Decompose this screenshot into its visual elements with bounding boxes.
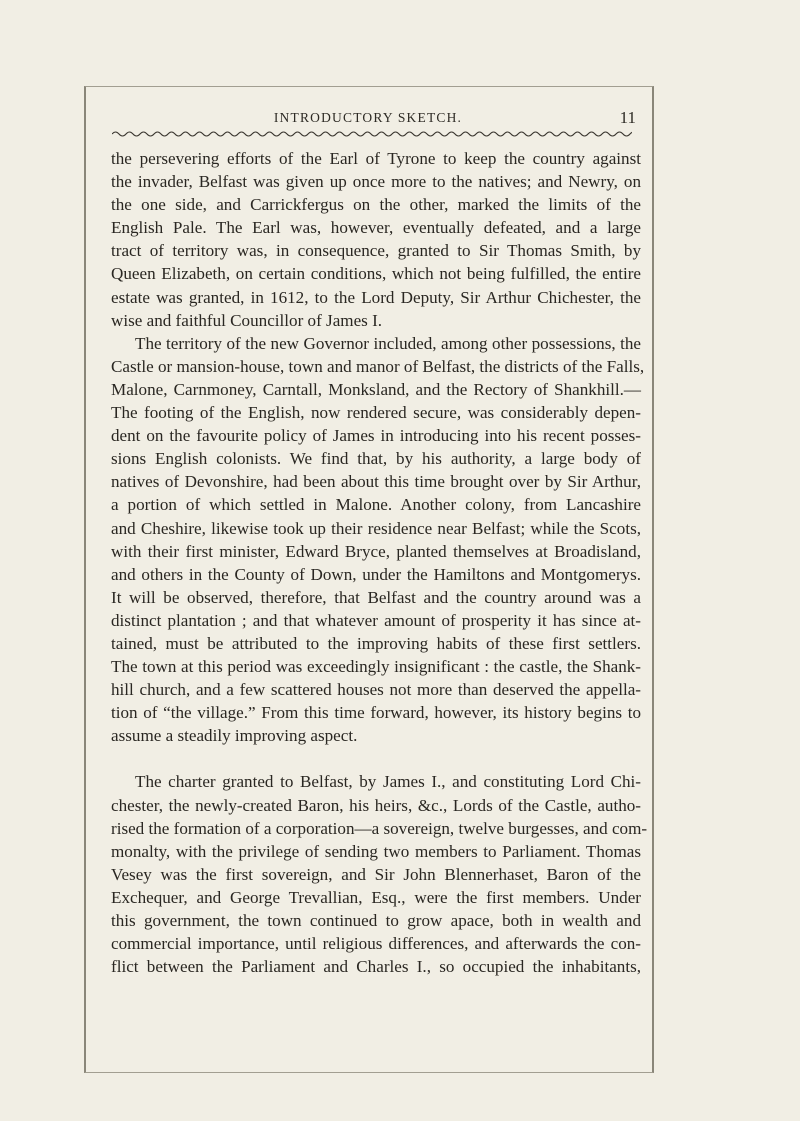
text-line: distinct plantation ; and that whatever amount of prosperity it has since at- xyxy=(111,610,641,630)
paragraph-1 xyxy=(111,147,641,332)
text-line: natives of Devonshire, had been about this time brought over by Sir Arthur, xyxy=(111,472,641,492)
text-line: assume a steadily improving aspect. xyxy=(111,726,358,746)
text-line: rised the formation of a corporation—a sovereign, twelve burgesses, and com- xyxy=(111,818,648,838)
text-line: chester, the newly-created Baron, his heirs, &c., Lords of the Castle, autho- xyxy=(111,795,641,815)
page-number: 11 xyxy=(619,108,636,127)
text-line: The town at this period was exceedingly insignificant : the castle, the Shank- xyxy=(111,657,641,677)
text-line: estate was granted, in 1612, to the Lord Deputy, Sir Arthur Chichester, the xyxy=(111,287,641,307)
text-line: It will be observed, therefore, that Belfast and the country around was a xyxy=(111,587,641,607)
text-line: English Pale. The Earl was, however, eventually defeated, and a large xyxy=(111,218,641,238)
text-line: sions English colonists. We find that, by his authority, a large body of xyxy=(111,449,641,469)
text-line: Vesey was the first sovereign, and Sir John Blennerhaset, Baron of the xyxy=(111,864,641,884)
text-line: and others in the County of Down, under the Hamiltons and Montgomerys. xyxy=(111,564,641,584)
text-line: hill church, and a few scattered houses not more than deserved the appella- xyxy=(111,680,641,700)
text-line: dent on the favourite policy of James in introducing into his recent posses- xyxy=(111,426,641,446)
text-line: Castle or mansion-house, town and manor of Belfast, the districts of the Falls, xyxy=(111,356,645,376)
paragraph-gap xyxy=(111,747,641,770)
text-line: monalty, with the privilege of sending two members to Parliament. Thomas xyxy=(111,841,641,861)
paragraph-3 xyxy=(111,770,648,978)
text-line: The footing of the English, now rendered secure, was considerably depen- xyxy=(111,403,641,423)
text-line: and Cheshire, likewise took up their residence near Belfast; while the Scots, xyxy=(111,518,641,538)
text-line: Exchequer, and George Trevallian, Esq., were the first members. Under xyxy=(111,887,641,907)
text-line: the invader, Belfast was given up once more to the natives; and Newry, on xyxy=(111,172,641,192)
text-line: the persevering efforts of the Earl of Tyrone to keep the country against xyxy=(111,149,641,168)
text-line: the one side, and Carrickfergus on the other, marked the limits of the xyxy=(111,195,641,215)
text-line: a portion of which settled in Malone. Another colony, from Lancashire xyxy=(111,495,641,515)
text-line: with their first minister, Edward Bryce, planted themselves at Broadisland, xyxy=(111,541,641,561)
text-line: Malone, Carnmoney, Carntall, Monksland, and the Rectory of Shankhill.— xyxy=(111,379,641,399)
paragraph-2 xyxy=(111,332,645,748)
text-line: tained, must be attributed to the improving habits of these first settlers. xyxy=(111,633,641,653)
text-line: this government, the town continued to grow apace, both in wealth and xyxy=(111,911,641,930)
text-line: Queen Elizabeth, on certain conditions, which not being fulfilled, the entire xyxy=(111,264,641,284)
text-line: wise and faithful Councillor of James I. xyxy=(111,310,383,330)
body-text xyxy=(111,147,648,978)
text-line: commercial importance, until religious differences, and afterwards the con- xyxy=(111,934,641,954)
wavy-rule-ornament xyxy=(112,128,632,140)
text-line: tract of territory was, in consequence, granted to Sir Thomas Smith, by xyxy=(111,241,641,261)
running-head: INTRODUCTORY SKETCH. xyxy=(273,110,463,125)
text-line: The charter granted to Belfast, by James I., and constituting Lord Chi- xyxy=(135,772,641,792)
text-line: tion of “the village.” From this time forward, however, its history begins to xyxy=(111,703,641,723)
text-line: The territory of the new Governor included, among other possessions, the xyxy=(135,333,641,353)
text-line: flict between the Parliament and Charles I., so occupied the inhabitants, xyxy=(111,957,641,977)
